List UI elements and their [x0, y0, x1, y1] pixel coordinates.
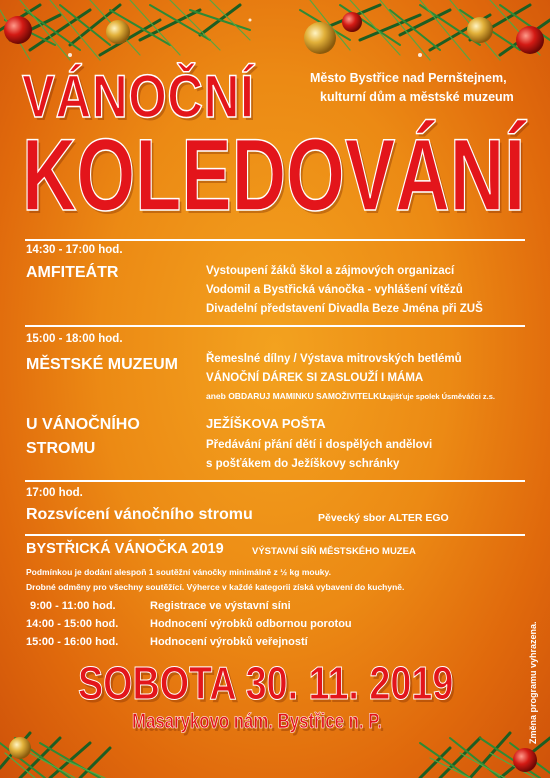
strom-line3: s pošťákem do Ježíškovy schránky [206, 458, 400, 470]
vanocka-title: BYSTŘICKÁ VÁNOČKA 2019 [26, 541, 224, 557]
event-location: Masarykovo nám. Bystřice n. P. [132, 710, 382, 733]
rozsviceni-note: Pěvecký sbor ALTER EGO [318, 512, 449, 524]
event-date: SOBOTA 30. 11. 2019 [78, 657, 454, 709]
schedule-time: 15:00 - 16:00 hod. [26, 636, 119, 648]
vanocka-condition: Podmínkou je dodání alespoň 1 soutěžní vánočky minimálně z ½ kg mouky. [26, 567, 331, 577]
amfiteatr-time: 14:30 - 17:00 hod. [26, 244, 123, 256]
schedule-time: 9:00 - 11:00 hod. [30, 600, 116, 612]
muzeum-time: 15:00 - 18:00 hod. [26, 333, 123, 345]
schedule-text: Registrace ve výstavní síni [150, 600, 291, 612]
organizer-line2: kulturní dům a městské muzeum [320, 90, 514, 104]
amfiteatr-line: Vodomil a Bystřická vánočka - vyhlášení vítězů [206, 284, 463, 296]
title-line2: KOLEDOVÁNÍ [22, 118, 526, 232]
schedule-time: 14:00 - 15:00 hod. [26, 618, 119, 630]
amfiteatr-place: AMFITEÁTR [26, 264, 119, 281]
separator [25, 480, 525, 482]
program-change-note: Změna programu vyhrazena. [528, 621, 538, 744]
separator [25, 239, 525, 241]
strom-place1: U VÁNOČNÍHO [26, 416, 140, 433]
schedule-text: Hodnocení výrobků veřejností [150, 636, 308, 648]
muzeum-place: MĚSTSKÉ MUZEUM [26, 356, 178, 373]
vanocka-condition: Drobné odměny pro všechny soutěžící. Výherce v každé kategorii získá vybavení do kuchyně. [26, 582, 405, 592]
muzeum-line2: VÁNOČNÍ DÁREK SI ZASLOUŽÍ I MÁMA [206, 372, 424, 384]
fir-garland-top [0, 0, 550, 70]
strom-line2: Předávání přání dětí i dospělých andělovi [206, 439, 433, 451]
schedule-text: Hodnocení výrobků odbornou porotou [150, 618, 352, 630]
organizer-line1: Město Bystřice nad Pernštejnem, [310, 71, 507, 85]
separator [25, 534, 525, 536]
muzeum-line3: aneb OBDARUJ MAMINKU SAMOŽIVITELKU [206, 391, 386, 401]
muzeum-line3-note: zajišťuje spolek Úsměváčci z.s. [383, 392, 495, 401]
rozsviceni-time: 17:00 hod. [26, 487, 83, 499]
amfiteatr-line: Divadelní představení Divadla Beze Jména při ZUŠ [206, 303, 483, 315]
vanocka-subtitle: VÝSTAVNÍ SÍŇ MĚSTSKÉHO MUZEA [252, 546, 416, 557]
title-line1: VÁNOČNÍ [22, 63, 255, 130]
fir-garland-bottom [0, 708, 550, 778]
rozsviceni-title: Rozsvícení vánočního stromu [26, 506, 253, 523]
strom-line1: JEŽÍŠKOVA POŠTA [206, 416, 326, 431]
amfiteatr-line: Vystoupení žáků škol a zájmových organizací [206, 265, 455, 277]
strom-place2: STROMU [26, 440, 96, 457]
muzeum-line1: Řemeslné dílny / Výstava mitrovských betlémů [206, 353, 462, 365]
separator [25, 325, 525, 327]
